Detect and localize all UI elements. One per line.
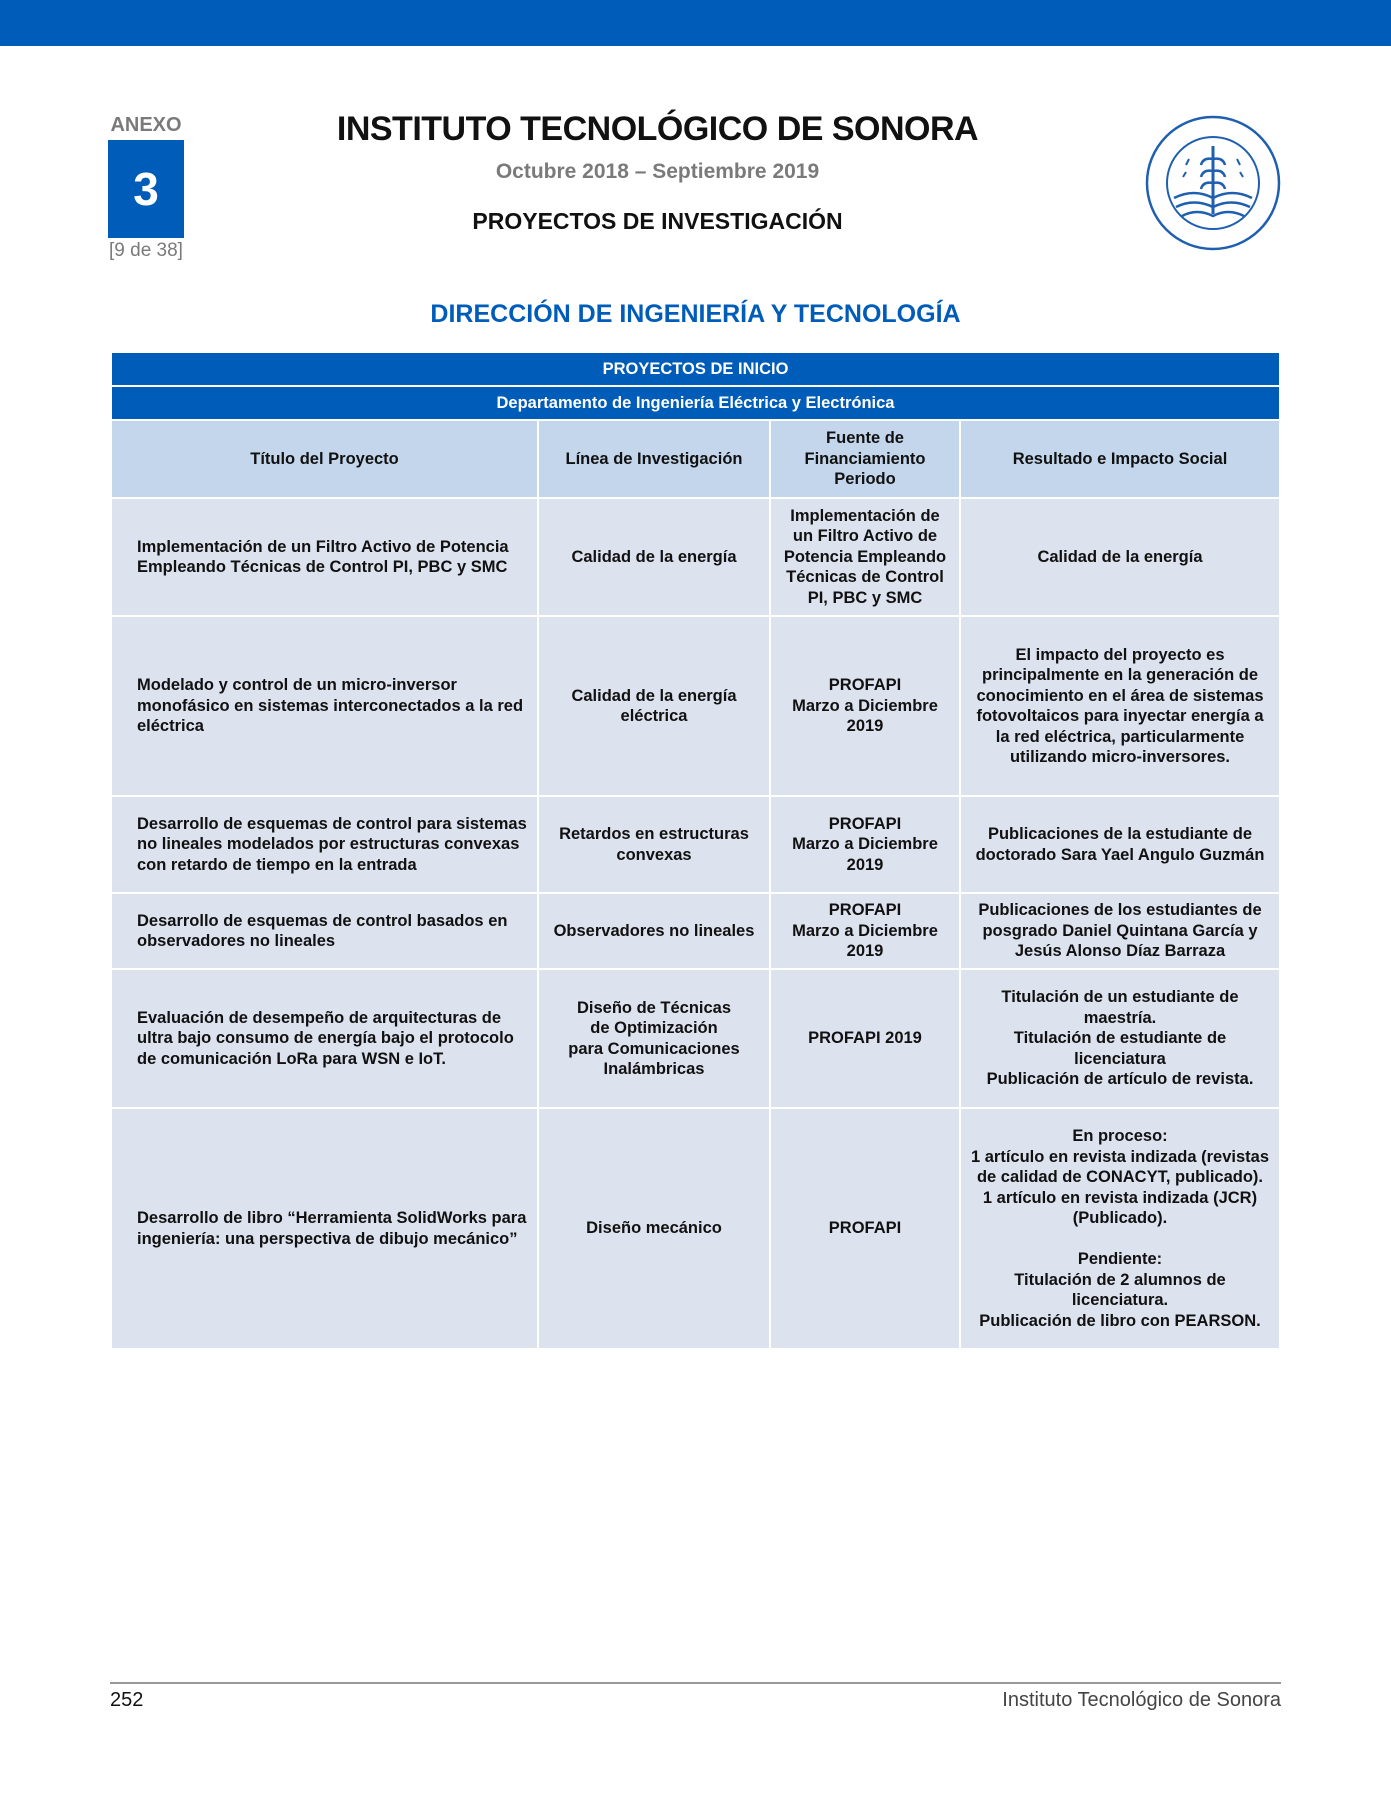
table-row xyxy=(111,616,1280,796)
funding-period: Implementación de un Filtro Activo de Potencia Empleando Técnicas de Control PI, PBC y SMC xyxy=(770,498,960,616)
result-impact: Publicaciones de los estudiantes de posgrado Daniel Quintana García y Jesús Alonso Díaz Barraza xyxy=(960,893,1280,969)
research-line: Observadores no lineales xyxy=(538,893,770,969)
research-line: Diseño de Técnicas de Optimización para Comunicaciones Inalámbricas xyxy=(538,969,770,1108)
table-row xyxy=(111,969,1280,1108)
section-title: PROYECTOS DE INVESTIGACIÓN xyxy=(472,208,843,234)
institution-seal-logo xyxy=(1144,114,1282,252)
project-title: Desarrollo de libro “Herramienta SolidWorks para ingeniería: una perspectiva de dibujo mecánico” xyxy=(111,1108,538,1349)
direction-heading: DIRECCIÓN DE INGENIERÍA Y TECNOLOGÍA xyxy=(430,300,961,328)
funding-period: PROFAPI xyxy=(770,1108,960,1349)
col-title: Título del Proyecto xyxy=(111,420,538,498)
column-header-row xyxy=(111,420,1280,498)
research-line: Calidad de la energía xyxy=(538,498,770,616)
research-line: Calidad de la energía eléctrica xyxy=(538,616,770,796)
result-impact: En proceso: 1 artículo en revista indizada (revistas de calidad de CONACYT, publicado). 1 artículo en revista indizada (JCR) (Publicado). Pendiente: Titulación de 2 alumnos de licenciatura. Publicación de libro con PEARSON. xyxy=(960,1108,1280,1349)
research-line: Retardos en estructuras convexas xyxy=(538,796,770,893)
period: Octubre 2018 – Septiembre 2019 xyxy=(495,160,820,183)
funding-period: PROFAPI Marzo a Diciembre 2019 xyxy=(770,893,960,969)
project-title: Desarrollo de esquemas de control basados en observadores no lineales xyxy=(111,893,538,969)
project-title: Implementación de un Filtro Activo de Potencia Empleando Técnicas de Control PI, PBC y SMC xyxy=(111,498,538,616)
col-funding: Fuente de Financiamiento Periodo xyxy=(770,420,960,498)
funding-period: PROFAPI Marzo a Diciembre 2019 xyxy=(770,796,960,893)
band-department: Departamento de Ingeniería Eléctrica y Electrónica xyxy=(111,386,1280,420)
table-row xyxy=(111,498,1280,616)
research-line: Diseño mecánico xyxy=(538,1108,770,1349)
result-impact: Calidad de la energía xyxy=(960,498,1280,616)
top-bar xyxy=(0,0,1391,46)
band-projects-start: PROYECTOS DE INICIO xyxy=(111,352,1280,386)
project-title: Modelado y control de un micro-inversor monofásico en sistemas interconectados a la red eléctrica xyxy=(111,616,538,796)
footer-institution: Instituto Tecnológico de Sonora xyxy=(1002,1689,1281,1711)
footer-divider xyxy=(110,1682,1281,1684)
table-row xyxy=(111,796,1280,893)
page-of: [9 de 38] xyxy=(109,240,183,261)
project-title: Desarrollo de esquemas de control para sistemas no lineales modelados por estructuras convexas con retardo de tiempo en la entrada xyxy=(111,796,538,893)
result-impact: Publicaciones de la estudiante de doctorado Sara Yael Angulo Guzmán xyxy=(960,796,1280,893)
annex-label: ANEXO xyxy=(110,114,182,136)
table-row xyxy=(111,893,1280,969)
result-impact: Titulación de un estudiante de maestría. Titulación de estudiante de licenciatura Publicación de artículo de revista. xyxy=(960,969,1280,1108)
funding-period: PROFAPI 2019 xyxy=(770,969,960,1108)
institution-title: INSTITUTO TECNOLÓGICO DE SONORA xyxy=(336,110,979,148)
project-title: Evaluación de desempeño de arquitecturas de ultra bajo consumo de energía bajo el protocolo de comunicación LoRa para WSN e IoT. xyxy=(111,969,538,1108)
col-research-line: Línea de Investigación xyxy=(538,420,770,498)
result-impact: El impacto del proyecto es principalmente en la generación de conocimiento en el área de sistemas fotovoltaicos para inyectar energía a la red eléctrica, particularmente utilizando micro-inversores. xyxy=(960,616,1280,796)
table-row xyxy=(111,1108,1280,1349)
funding-period: PROFAPI Marzo a Diciembre 2019 xyxy=(770,616,960,796)
col-result: Resultado e Impacto Social xyxy=(960,420,1280,498)
annex-number: 3 xyxy=(108,140,184,238)
projects-table xyxy=(110,351,1281,1350)
page-number: 252 xyxy=(110,1689,144,1711)
